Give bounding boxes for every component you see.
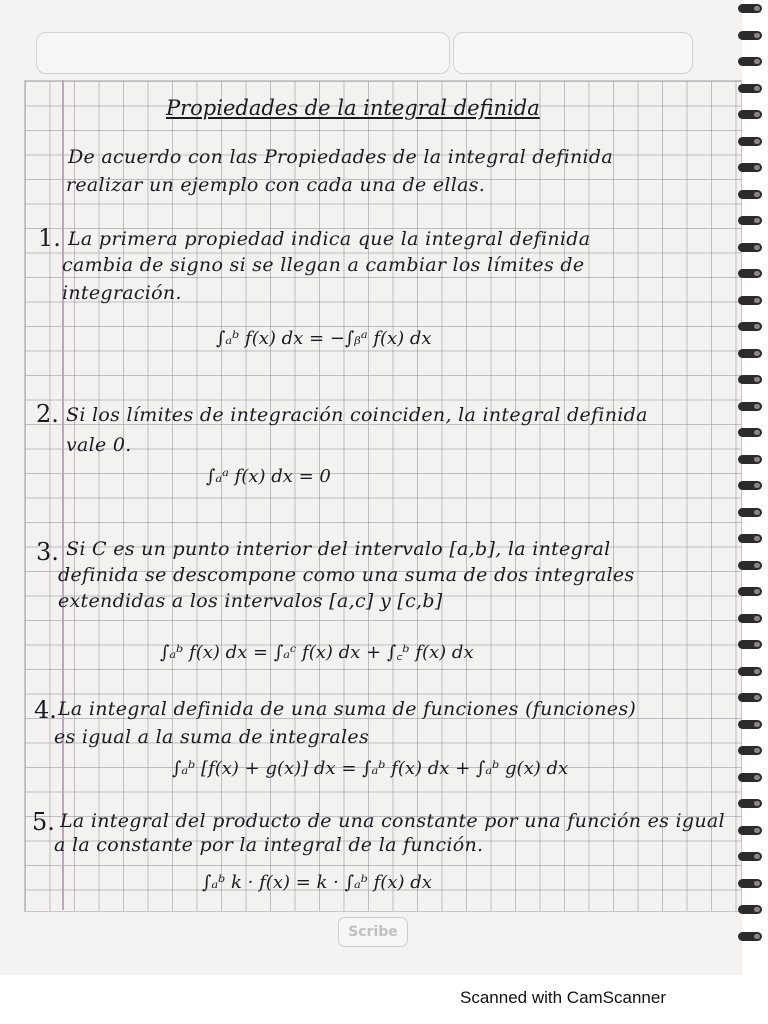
spiral-ring — [738, 57, 762, 66]
spiral-ring — [738, 84, 762, 93]
spiral-ring — [738, 561, 762, 570]
spiral-ring — [738, 534, 762, 543]
spiral-ring — [738, 587, 762, 596]
spiral-ring — [738, 746, 762, 755]
spiral-binding — [738, 0, 768, 975]
section-2-formula: ∫ₐᵃ f(x) dx = 0 — [206, 466, 331, 487]
scribe-logo: Scribe — [338, 917, 408, 947]
section-5-number: 5. — [32, 808, 55, 836]
spiral-ring — [738, 349, 762, 358]
section-1-number: 1. — [38, 224, 61, 252]
section-1-line-1: La primera propiedad indica que la integral definida — [68, 228, 591, 250]
spiral-ring — [738, 826, 762, 835]
margin-line — [62, 80, 64, 910]
spiral-ring — [738, 773, 762, 782]
grid-paper — [24, 80, 742, 912]
spiral-ring — [738, 322, 762, 331]
spiral-ring — [738, 31, 762, 40]
section-5-line-1: La integral del producto de una constante por una función es igual — [60, 810, 725, 832]
spiral-ring — [738, 455, 762, 464]
section-2-line-1: Si los límites de integración coinciden, la integral definida — [66, 404, 648, 426]
section-4-line-1: La integral definida de una suma de funciones (funciones) — [58, 698, 637, 720]
spiral-ring — [738, 932, 762, 941]
spiral-ring — [738, 4, 762, 13]
section-3-line-1: Si C es un punto interior del intervalo [a,b], la integral — [66, 538, 611, 560]
section-2-line-2: vale 0. — [66, 434, 132, 456]
section-3-line-3: extendidas a los intervalos [a,c] y [c,b] — [58, 590, 443, 612]
page-title: Propiedades de la integral definida — [166, 96, 540, 120]
spiral-ring — [738, 799, 762, 808]
spiral-ring — [738, 110, 762, 119]
spiral-ring — [738, 640, 762, 649]
spiral-ring — [738, 481, 762, 490]
section-5-formula: ∫ₐᵇ k · f(x) = k · ∫ₐᵇ f(x) dx — [202, 872, 432, 893]
section-5-line-2: a la constante por la integral de la función. — [54, 834, 484, 856]
spiral-ring — [738, 296, 762, 305]
section-3-formula: ∫ₐᵇ f(x) dx = ∫ₐᶜ f(x) dx + ∫꜀ᵇ f(x) dx — [160, 642, 474, 663]
spiral-ring — [738, 905, 762, 914]
spiral-ring — [738, 402, 762, 411]
section-1-formula: ∫ₐᵇ f(x) dx = −∫ᵦᵃ f(x) dx — [216, 328, 432, 349]
section-3-line-2: definida se descompone como una suma de dos integrales — [58, 564, 635, 586]
section-2-number: 2. — [36, 400, 59, 428]
section-1-line-2: cambia de signo si se llegan a cambiar los límites de — [62, 254, 585, 276]
spiral-ring — [738, 243, 762, 252]
spiral-ring — [738, 693, 762, 702]
spiral-ring — [738, 216, 762, 225]
section-3-number: 3. — [36, 538, 59, 566]
scanner-watermark: Scanned with CamScanner — [460, 988, 667, 1007]
intro-line-2: realizar un ejemplo con cada una de ellas. — [66, 174, 486, 196]
header-box-left — [36, 32, 450, 74]
spiral-ring — [738, 269, 762, 278]
spiral-ring — [738, 879, 762, 888]
spiral-ring — [738, 428, 762, 437]
intro-line-1: De acuerdo con las Propiedades de la integral definida — [68, 146, 614, 168]
spiral-ring — [738, 852, 762, 861]
spiral-ring — [738, 614, 762, 623]
spiral-ring — [738, 508, 762, 517]
header-box-right — [453, 32, 693, 74]
spiral-ring — [738, 375, 762, 384]
spiral-ring — [738, 720, 762, 729]
section-4-formula: ∫ₐᵇ [f(x) + g(x)] dx = ∫ₐᵇ f(x) dx + ∫ₐᵇ g(x) dx — [172, 758, 569, 779]
spiral-ring — [738, 667, 762, 676]
spiral-ring — [738, 190, 762, 199]
spiral-ring — [738, 163, 762, 172]
section-1-line-3: integración. — [62, 282, 182, 304]
section-4-number: 4. — [34, 696, 57, 724]
section-4-line-2: es igual a la suma de integrales — [54, 726, 370, 748]
spiral-ring — [738, 137, 762, 146]
